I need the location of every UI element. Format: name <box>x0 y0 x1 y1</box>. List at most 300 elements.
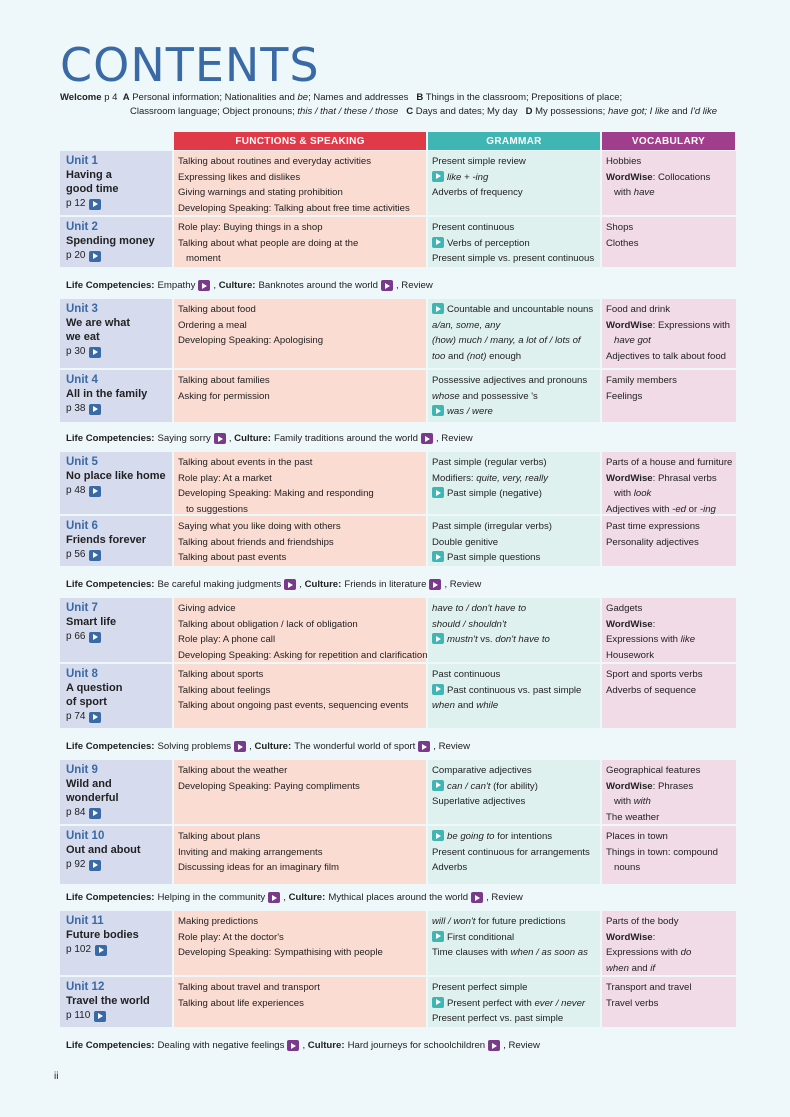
play-video-icon[interactable] <box>89 550 101 561</box>
grammar-text: when / as soon as <box>510 947 588 958</box>
play-video-icon[interactable] <box>89 486 101 497</box>
life-competencies-line: Life Competencies: Helping in the community , Culture: Mythical places around the world , Review <box>66 892 523 903</box>
function-item: Talking about obligation / lack of obligation <box>178 618 358 630</box>
unit-cell <box>60 217 172 267</box>
vocabulary-item: when and if <box>606 962 656 974</box>
play-video-icon[interactable] <box>284 579 296 590</box>
grammar-item <box>432 251 596 267</box>
unit-page <box>66 806 168 820</box>
culture-text: The wonderful world of sport <box>294 741 416 752</box>
functions-cell <box>174 452 426 514</box>
vocabulary-item: Shops <box>606 222 634 233</box>
grammar-item <box>432 945 596 961</box>
play-video-icon[interactable] <box>89 860 101 871</box>
unit-number: Unit 6 <box>66 520 98 532</box>
unit-page <box>66 402 168 416</box>
unit-name: wonderful <box>66 792 119 804</box>
play-video-icon[interactable] <box>432 237 444 248</box>
function-item: Developing Speaking: Apologising <box>178 335 324 346</box>
grammar-item <box>432 845 596 861</box>
grammar-item <box>432 763 596 779</box>
grammar-cell <box>428 217 600 267</box>
unit-name: Travel the world <box>66 995 150 1007</box>
culture-text: Family traditions around the world <box>273 433 418 444</box>
play-video-icon[interactable] <box>95 945 107 956</box>
play-video-icon[interactable] <box>89 199 101 210</box>
unit-name: Wild and <box>66 778 112 790</box>
play-video-icon[interactable] <box>432 303 444 314</box>
review-text: , Review <box>433 741 471 752</box>
play-video-icon[interactable] <box>89 808 101 819</box>
play-video-icon[interactable] <box>471 892 483 903</box>
grammar-text: Past simple (irregular verbs) <box>432 521 552 532</box>
unit-name: Future bodies <box>66 929 139 941</box>
functions-cell <box>174 217 426 267</box>
unit-name: we eat <box>66 331 100 343</box>
unit-number: Unit 8 <box>66 668 98 680</box>
function-item: Making predictions <box>178 916 258 927</box>
grammar-text: (how) much / many, a lot of / lots of <box>432 335 581 346</box>
unit-number: Unit 3 <box>66 303 98 315</box>
function-item: Talking about travel and transport <box>178 982 320 993</box>
culture-label: Culture: <box>254 741 292 752</box>
function-item: Talking about what people are doing at the <box>178 237 359 249</box>
grammar-text: ever / never <box>534 997 586 1009</box>
play-video-icon[interactable] <box>89 251 101 262</box>
vocabulary-item: with with <box>614 796 651 807</box>
vocabulary-item: Places in town <box>606 831 668 842</box>
grammar-cell <box>428 826 600 884</box>
unit-cell <box>60 664 172 728</box>
play-video-icon[interactable] <box>421 433 433 444</box>
grammar-item <box>432 632 596 648</box>
life-competencies-label: Life Competencies: <box>66 433 155 444</box>
vocabulary-item: Expressions with like <box>606 634 696 645</box>
grammar-text: Double genitive <box>432 536 499 548</box>
grammar-text: and <box>448 350 465 362</box>
grammar-text: Adverbs <box>432 862 468 873</box>
grammar-item <box>432 617 596 633</box>
life-competencies-text: Saying sorry <box>157 433 211 444</box>
welcome-line-2 <box>60 105 760 119</box>
unit-cell <box>60 452 172 514</box>
vocabulary-cell <box>602 299 736 368</box>
vocabulary-item: nouns <box>614 862 641 873</box>
grammar-text: Present continuous <box>432 222 515 233</box>
unit-name: A question <box>66 682 123 694</box>
grammar-text: when <box>432 700 455 711</box>
play-video-icon[interactable] <box>432 551 444 562</box>
grammar-item <box>432 373 596 389</box>
grammar-text: First conditional <box>447 931 515 943</box>
page-number: ii <box>54 1071 59 1082</box>
functions-cell <box>174 370 426 422</box>
life-competencies-label: Life Competencies: <box>66 579 155 590</box>
grammar-text: (for ability) <box>493 780 538 792</box>
unit-page-number: p 38 <box>66 403 86 414</box>
vocabulary-item: WordWise: Phrasal verbs <box>606 472 717 484</box>
play-video-icon[interactable] <box>432 487 444 498</box>
grammar-item <box>432 914 596 930</box>
unit-cell <box>60 370 172 422</box>
play-video-icon[interactable] <box>287 1040 299 1051</box>
unit-row <box>60 452 736 514</box>
welcome-b-text: Things in the classroom; Prepositions of place; <box>425 92 623 103</box>
unit-name: of sport <box>66 696 107 708</box>
welcome-a-text: Personal information; Nationalities and <box>132 92 295 103</box>
unit-number: Unit 5 <box>66 456 98 468</box>
life-competencies-text: Helping in the community <box>157 892 266 903</box>
unit-page-number: p 74 <box>66 711 86 722</box>
unit-page-number: p 92 <box>66 859 86 870</box>
grammar-text: Past simple (regular verbs) <box>432 457 547 468</box>
grammar-text: Verbs of perception <box>447 237 530 249</box>
play-video-icon[interactable] <box>432 405 444 416</box>
unit-row <box>60 911 736 975</box>
grammar-item <box>432 683 596 699</box>
vocabulary-item: Feelings <box>606 390 643 402</box>
function-item: Talking about food <box>178 304 256 315</box>
vocabulary-cell <box>602 516 736 566</box>
grammar-cell <box>428 452 600 514</box>
function-item: Developing Speaking: Sympathising with people <box>178 947 383 958</box>
grammar-item <box>432 302 596 318</box>
unit-row <box>60 826 736 884</box>
play-video-icon[interactable] <box>432 684 444 695</box>
unit-page-number: p 20 <box>66 250 86 261</box>
vocabulary-item: Adjectives with -ed or -ing <box>606 503 716 515</box>
grammar-text: whose <box>432 390 460 402</box>
welcome-section <box>60 91 760 119</box>
function-item: Talking about events in the past <box>178 457 313 468</box>
welcome-c-text: Days and dates; My day <box>415 106 518 117</box>
grammar-cell <box>428 664 600 728</box>
welcome-b-text2: Classroom language; Object pronouns; <box>130 106 295 117</box>
unit-row <box>60 370 736 422</box>
life-competencies-line: Life Competencies: Solving problems , Culture: The wonderful world of sport , Review <box>66 741 471 752</box>
grammar-item <box>432 333 596 349</box>
grammar-text: can / can't <box>447 780 491 792</box>
vocabulary-cell <box>602 911 736 975</box>
play-video-icon[interactable] <box>488 1040 500 1051</box>
grammar-text: quite, very, really <box>476 472 549 484</box>
unit-page-number: p 110 <box>66 1010 91 1021</box>
unit-page-number: p 56 <box>66 549 86 560</box>
vocabulary-cell <box>602 760 736 824</box>
grammar-item <box>432 154 596 170</box>
grammar-text: don't have to <box>495 634 550 645</box>
function-item: Talking about ongoing past events, sequencing events <box>178 700 409 711</box>
vocabulary-cell <box>602 151 736 215</box>
grammar-text: a/an, some, any <box>432 319 501 331</box>
grammar-text: Modifiers: <box>432 472 474 484</box>
unit-cell <box>60 760 172 824</box>
function-item: Talking about life experiences <box>178 997 304 1009</box>
grammar-text: enough <box>489 350 522 362</box>
unit-row <box>60 760 736 824</box>
grammar-item <box>432 389 596 405</box>
culture-label: Culture: <box>288 892 326 903</box>
play-video-icon[interactable] <box>198 280 210 291</box>
grammar-item <box>432 220 596 236</box>
life-competencies-label: Life Competencies: <box>66 1040 155 1051</box>
functions-cell <box>174 911 426 975</box>
vocabulary-item: Expressions with do <box>606 947 692 958</box>
welcome-d-and: and <box>671 106 688 117</box>
function-item: Role play: Buying things in a shop <box>178 222 323 233</box>
grammar-text: Present perfect simple <box>432 982 528 993</box>
vocabulary-cell <box>602 452 736 514</box>
welcome-d-italic: have got; I like <box>607 106 670 117</box>
grammar-text: Adverbs of frequency <box>432 187 523 198</box>
grammar-item <box>432 519 596 535</box>
unit-number: Unit 1 <box>66 155 98 167</box>
grammar-text: and possessive 's <box>462 390 538 402</box>
grammar-item <box>432 1011 596 1027</box>
grammar-cell <box>428 151 600 215</box>
grammar-cell <box>428 516 600 566</box>
function-item: Ordering a meal <box>178 319 247 331</box>
vocabulary-item: Family members <box>606 375 677 386</box>
culture-label: Culture: <box>234 433 271 444</box>
vocabulary-item: Food and drink <box>606 304 670 315</box>
play-video-icon[interactable] <box>89 712 101 723</box>
function-item: Talking about the weather <box>178 765 288 776</box>
function-item: Role play: At the doctor's <box>178 931 284 943</box>
unit-row <box>60 664 736 728</box>
grammar-item <box>432 471 596 487</box>
grammar-item <box>432 455 596 471</box>
unit-name: No place like home <box>66 470 166 482</box>
review-text: , Review <box>503 1040 540 1051</box>
function-item: Developing Speaking: Talking about free time activities <box>178 202 410 214</box>
play-video-icon[interactable] <box>89 404 101 415</box>
function-item: moment <box>186 253 221 264</box>
culture-text: Hard journeys for schoolchildren <box>347 1040 486 1051</box>
life-competencies-line: Life Competencies: Be careful making judgments , Culture: Friends in literature , Review <box>66 579 482 590</box>
vocabulary-item: Parts of a house and furniture <box>606 457 733 468</box>
grammar-cell <box>428 598 600 662</box>
welcome-page: p 4 <box>104 92 118 103</box>
vocabulary-item: Personality adjectives <box>606 536 699 548</box>
function-item: Role play: At a market <box>178 472 272 484</box>
grammar-text: like + -ing <box>447 171 489 183</box>
unit-row <box>60 598 736 662</box>
grammar-text: Present continuous for arrangements <box>432 846 590 858</box>
function-item: Talking about families <box>178 375 270 386</box>
grammar-text: Countable and uncountable nouns <box>447 304 594 315</box>
culture-text: Friends in literature <box>344 579 427 590</box>
unit-page-number: p 102 <box>66 944 92 955</box>
unit-page <box>66 943 168 957</box>
functions-cell <box>174 977 426 1027</box>
function-item: Talking about feelings <box>178 684 271 696</box>
vocabulary-item: have got <box>614 335 651 346</box>
welcome-d-italic2: I'd like <box>690 106 717 117</box>
functions-cell <box>174 598 426 662</box>
function-item: Role play: A phone call <box>178 634 276 645</box>
grammar-item <box>432 794 596 810</box>
grammar-text: mustn't <box>447 634 478 645</box>
function-item: Developing Speaking: Paying compliments <box>178 780 360 792</box>
play-video-icon[interactable] <box>94 1011 106 1022</box>
grammar-item <box>432 535 596 551</box>
play-video-icon[interactable] <box>418 741 430 752</box>
function-item: Talking about sports <box>178 669 264 680</box>
vocabulary-item: Parts of the body <box>606 916 679 927</box>
functions-header: FUNCTIONS & SPEAKING <box>174 132 426 150</box>
vocabulary-item: WordWise: Expressions with <box>606 319 730 331</box>
grammar-text: for intentions <box>497 831 553 842</box>
play-video-icon[interactable] <box>89 347 101 358</box>
vocabulary-item: Past time expressions <box>606 521 700 532</box>
unit-number: Unit 2 <box>66 221 98 233</box>
grammar-text: Possessive adjectives and pronouns <box>432 375 588 386</box>
grammar-text: Comparative adjectives <box>432 765 532 776</box>
unit-number: Unit 4 <box>66 374 98 386</box>
play-video-icon[interactable] <box>432 830 444 841</box>
grammar-item <box>432 349 596 365</box>
unit-name: All in the family <box>66 388 148 400</box>
play-video-icon[interactable] <box>268 892 280 903</box>
function-item: Developing Speaking: Asking for repetition and clarification <box>178 649 428 661</box>
play-video-icon[interactable] <box>89 632 101 643</box>
play-video-icon[interactable] <box>432 633 444 644</box>
grammar-text: while <box>476 700 499 711</box>
grammar-item <box>432 550 596 566</box>
play-video-icon[interactable] <box>381 280 393 291</box>
grammar-cell <box>428 760 600 824</box>
play-video-icon[interactable] <box>432 780 444 791</box>
vocabulary-header: VOCABULARY <box>602 132 735 150</box>
unit-page <box>66 858 168 872</box>
function-item: to suggestions <box>186 503 248 515</box>
vocabulary-item: WordWise: Phrases <box>606 780 694 792</box>
vocabulary-cell <box>602 598 736 662</box>
grammar-cell <box>428 911 600 975</box>
unit-page-number: p 66 <box>66 631 86 642</box>
grammar-text: Present perfect vs. past simple <box>432 1013 564 1024</box>
grammar-text: (not) <box>466 350 487 362</box>
life-competencies-label: Life Competencies: <box>66 741 155 752</box>
unit-number: Unit 7 <box>66 602 98 614</box>
culture-text: Mythical places around the world <box>328 892 469 903</box>
grammar-text: Past simple questions <box>447 552 541 563</box>
grammar-text: Past continuous vs. past simple <box>447 684 582 696</box>
functions-cell <box>174 299 426 368</box>
grammar-item <box>432 404 596 420</box>
grammar-text: Time clauses with <box>432 947 508 958</box>
unit-page-number: p 12 <box>66 198 86 209</box>
grammar-item <box>432 236 596 252</box>
page-title: CONTENTS <box>60 38 320 92</box>
review-text: , Review <box>486 892 523 903</box>
play-video-icon[interactable] <box>432 171 444 182</box>
grammar-text: Present simple vs. present continuous <box>432 253 595 264</box>
grammar-text: Present simple review <box>432 156 526 167</box>
life-competencies-text: Solving problems <box>157 741 232 752</box>
vocabulary-item: WordWise: Collocations <box>606 171 711 183</box>
function-item: Saying what you like doing with others <box>178 521 341 532</box>
culture-label: Culture: <box>307 1040 345 1051</box>
vocabulary-item: WordWise: <box>606 931 656 943</box>
unit-row <box>60 516 736 566</box>
grammar-item <box>432 185 596 201</box>
play-video-icon[interactable] <box>429 579 441 590</box>
unit-number: Unit 10 <box>66 830 105 842</box>
welcome-label: Welcome <box>60 92 102 103</box>
functions-cell <box>174 151 426 215</box>
life-competencies-line: Life Competencies: Dealing with negative feelings , Culture: Hard journeys for schoolchildren , Review <box>66 1040 540 1051</box>
grammar-item <box>432 486 596 502</box>
unit-name: We are what <box>66 317 130 329</box>
vocabulary-item: Transport and travel <box>606 982 692 993</box>
grammar-cell <box>428 299 600 368</box>
play-video-icon[interactable] <box>214 433 226 444</box>
vocabulary-item: Travel verbs <box>606 997 659 1009</box>
welcome-d-text: My possessions; <box>535 106 606 117</box>
grammar-text: vs. <box>480 634 493 645</box>
unit-page-number: p 84 <box>66 807 86 818</box>
unit-name: Smart life <box>66 616 117 628</box>
welcome-a-be: be <box>297 92 309 103</box>
functions-cell <box>174 664 426 728</box>
unit-name: Friends forever <box>66 534 147 546</box>
unit-row <box>60 217 736 267</box>
culture-label: Culture: <box>304 579 342 590</box>
life-competencies-text: Dealing with negative feelings <box>157 1040 285 1051</box>
vocabulary-cell <box>602 977 736 1027</box>
grammar-item <box>432 667 596 683</box>
vocabulary-item: WordWise: <box>606 618 656 630</box>
unit-page-number: p 30 <box>66 346 86 357</box>
vocabulary-item: Hobbies <box>606 156 642 167</box>
welcome-b-letter: B <box>416 92 424 103</box>
unit-cell <box>60 598 172 662</box>
review-text: , Review <box>435 433 473 444</box>
life-competencies-label: Life Competencies: <box>66 892 155 903</box>
play-video-icon[interactable] <box>432 931 444 942</box>
function-item: Inviting and making arrangements <box>178 846 323 858</box>
vocabulary-item: Gadgets <box>606 603 643 614</box>
vocabulary-item: Adverbs of sequence <box>606 684 697 696</box>
grammar-text: Present perfect with <box>447 997 532 1009</box>
welcome-d-letter: D <box>525 106 533 117</box>
function-item: Discussing ideas for an imaginary film <box>178 862 340 873</box>
play-video-icon[interactable] <box>234 741 246 752</box>
life-competencies-text: Be careful making judgments <box>157 579 282 590</box>
grammar-item <box>432 829 596 845</box>
function-item: Expressing likes and dislikes <box>178 171 301 183</box>
functions-cell <box>174 826 426 884</box>
unit-cell <box>60 516 172 566</box>
vocabulary-item: The weather <box>606 811 660 823</box>
unit-number: Unit 11 <box>66 915 104 927</box>
grammar-cell <box>428 977 600 1027</box>
vocabulary-cell <box>602 664 736 728</box>
unit-number: Unit 9 <box>66 764 98 776</box>
unit-cell <box>60 826 172 884</box>
play-video-icon[interactable] <box>432 997 444 1008</box>
grammar-item <box>432 601 596 617</box>
life-competencies-line: Life Competencies: Saying sorry , Culture: Family traditions around the world , Review <box>66 433 473 444</box>
grammar-text: and <box>457 700 474 711</box>
vocabulary-cell <box>602 826 736 884</box>
grammar-item <box>432 980 596 996</box>
unit-cell <box>60 977 172 1027</box>
function-item: Giving advice <box>178 603 236 614</box>
life-competencies-label: Life Competencies: <box>66 280 155 291</box>
